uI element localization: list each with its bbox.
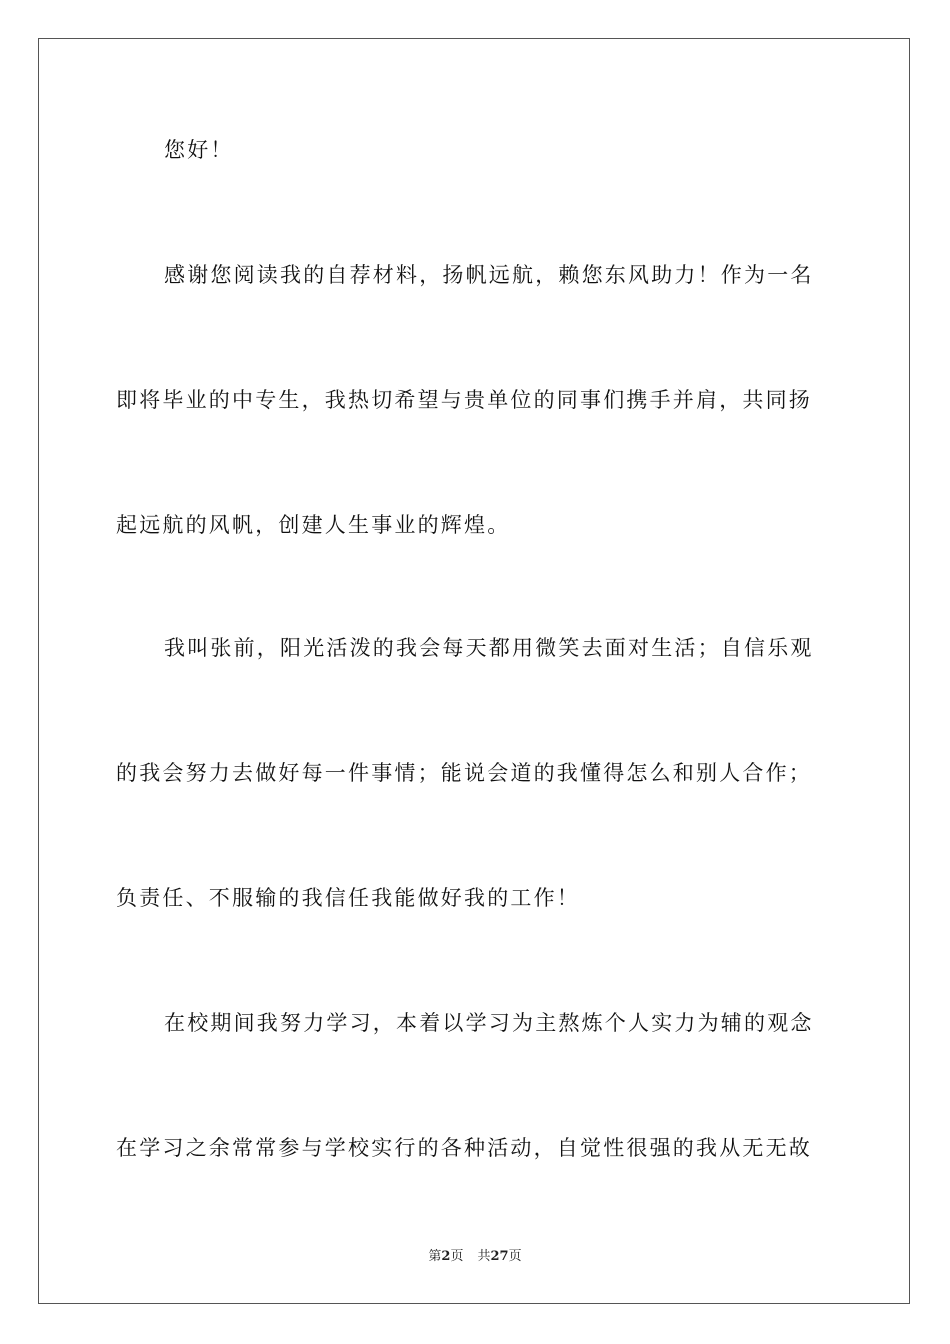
paragraph-3-line-1: 在校期间我努力学习，本着以学习为主熬炼个人实力为辅的观念 xyxy=(164,1011,814,1035)
footer-total-suffix: 页 xyxy=(508,1249,522,1264)
paragraph-3-line-2: 在学习之余常常参与学校实行的各种活动，自觉性很强的我从无无故 xyxy=(116,1136,812,1160)
paragraph-2-line-1: 我叫张前，阳光活泼的我会每天都用微笑去面对生活；自信乐观 xyxy=(164,636,814,660)
paragraph-2-line-2: 的我会努力去做好每一件事情；能说会道的我懂得怎么和别人合作； xyxy=(116,761,812,785)
paragraph-1-line-2: 即将毕业的中专生，我热切希望与贵单位的同事们携手并肩，共同扬 xyxy=(116,388,812,412)
paragraph-1-line-3: 起远航的风帆，创建人生事业的辉煌。 xyxy=(116,513,511,537)
greeting-line: 您好！ xyxy=(164,138,234,162)
page-border xyxy=(38,38,910,1304)
footer-total-prefix: 共 xyxy=(477,1249,491,1264)
paragraph-1-line-1: 感谢您阅读我的自荐材料，扬帆远航，赖您东风助力！作为一名 xyxy=(164,263,814,287)
paragraph-2-line-3: 负责任、不服输的我信任我能做好我的工作！ xyxy=(116,886,580,910)
page-footer xyxy=(0,1248,950,1266)
footer-page-suffix: 页 xyxy=(450,1249,464,1264)
footer-page-number: 2 xyxy=(441,1249,451,1264)
footer-total-pages: 27 xyxy=(490,1249,509,1264)
footer-page-prefix: 第 xyxy=(428,1249,442,1264)
